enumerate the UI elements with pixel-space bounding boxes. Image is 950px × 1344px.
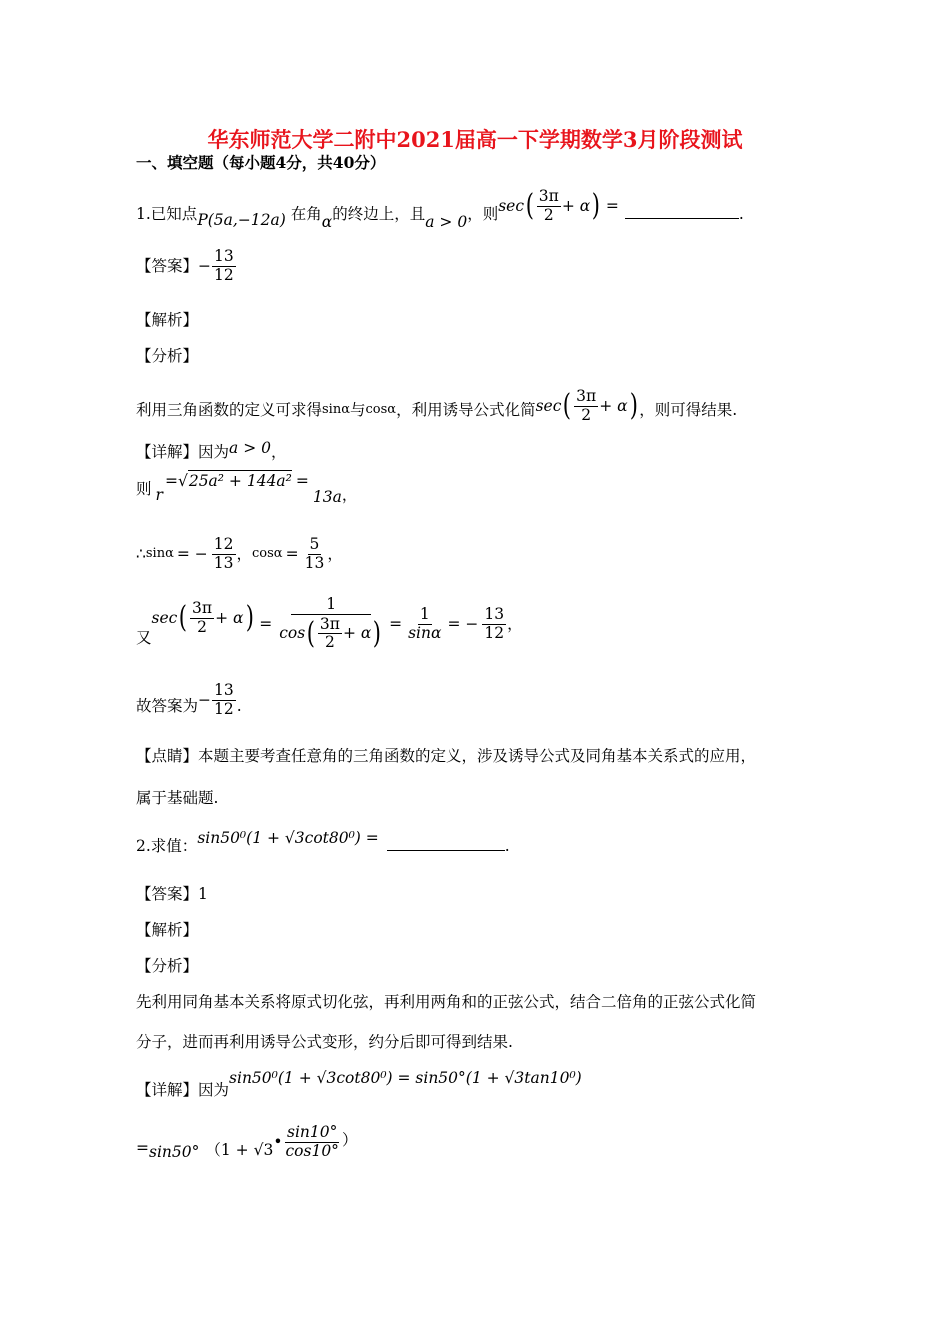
question-1: 1.已知点P(5a,−12a) 在角α的终边上，且a > 0，则 sec ( $\frac{3\pi}{2}$ + α ) = . xyxy=(136,187,744,231)
question-2: 2.求值：sin50⁰(1 + √3cot80⁰) = . xyxy=(136,829,510,855)
analysis-label-2: 【解析】 xyxy=(136,921,199,939)
math-expression: sin50⁰(1 + √3cot80⁰) = xyxy=(197,829,379,847)
dianjing-row-2: 属于基础题. xyxy=(136,789,219,807)
fenxi-text: 利用三角函数的定义可求得 sinα 与 cosα ，利用诱导公式化简 sec ( $\frac{3\pi}{2}$ + α ) ，则可得结果. xyxy=(136,387,738,424)
derivation-step: = sin50° （1 + √3 • $\frac{\sin 10^\circ}{\cos 10^\circ}$ ） xyxy=(136,1123,358,1161)
analysis-label: 【解析】 xyxy=(136,311,199,329)
math-sec-expression: sec ( $\frac{3\pi}{2}$ + α ) = xyxy=(498,187,619,224)
fenxi-label-2: 【分析】 xyxy=(136,957,199,975)
fenxi-text-2-line2: 分子，进而再利用诱导公式变形，约分后即可得到结果. xyxy=(136,1033,513,1051)
detail-row: 【详解】因为a > 0， xyxy=(136,439,287,461)
fenxi-label: 【分析】 xyxy=(136,347,199,365)
detail-row-2: 【详解】因为sin50⁰(1 + √3cot80⁰) = sin50°(1 + √3tan10⁰) xyxy=(136,1069,582,1099)
sin-cos-values: ∴ sinα = − $\frac{12}{13}$ ， cosα = $\frac{5}{13}$ ， xyxy=(136,535,343,572)
answer-row-2: 【答案】1 xyxy=(136,885,208,903)
r-formula: 则 r = √25a² + 144a² = 13a ， xyxy=(136,471,358,506)
question-number: 1. xyxy=(136,205,151,223)
answer-row: 【答案】 − $\frac{13}{12}$ xyxy=(136,247,234,284)
answer-blank xyxy=(387,849,505,851)
math-point: P(5a,−12a) xyxy=(197,211,286,229)
sec-derivation: 又 sec ( $\frac{3\pi}{2}$ + α ) = 1 cos ( $\frac{3\pi}{2}$ + α ) = $\frac{1}{\sin\alpha}$ = − $\frac{13}{12}$ ， xyxy=(136,595,523,651)
dianjing-row: 【点睛】本题主要考查任意角的三角函数的定义，涉及诱导公式及同角基本关系式的应用， xyxy=(136,747,757,765)
section-heading: 一、填空题（每小题4分，共40分） xyxy=(136,153,386,172)
fenxi-text-2-line1: 先利用同角基本关系将原式切化弦，再利用两角和的正弦公式，结合二倍角的正弦公式化简 xyxy=(136,993,757,1011)
page-title: 华东师范大学二附中2021届高一下学期数学3月阶段测试 xyxy=(207,127,743,152)
answer-blank xyxy=(625,217,739,219)
final-answer: 故答案为 − $\frac{13}{12}$ . xyxy=(136,681,242,718)
question-number: 2. xyxy=(136,837,151,855)
